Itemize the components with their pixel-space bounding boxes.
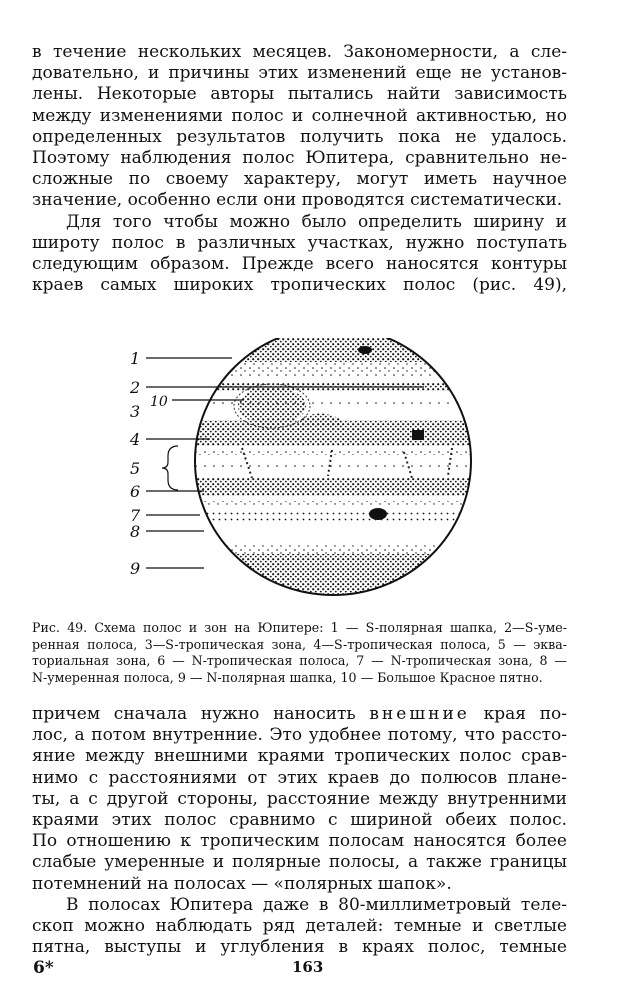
- n-polar-cap: [182, 554, 492, 608]
- text-line: потемнений на полосах — «полярных шапок».: [32, 873, 452, 894]
- label-8: 8: [130, 522, 141, 542]
- text-line: Для того чтобы можно было определить ширину и: [66, 211, 567, 232]
- planet-bands: [182, 338, 492, 608]
- label-10: 10: [150, 394, 168, 411]
- text-line: сложные по своему характеру, могут иметь научное: [32, 169, 567, 190]
- paragraph-4: [32, 895, 567, 959]
- text-line: В полосах Юпитера даже в 80-миллиметровый теле-: [66, 894, 567, 915]
- label-9: 9: [130, 559, 141, 579]
- label-4: 4: [130, 430, 141, 450]
- text-line: ты, а с другой стороны, расстояние между внутренними: [32, 788, 567, 809]
- emphasized-word: внешние: [369, 704, 470, 725]
- text-line: следующим образом. Прежде всего наносятся контуры: [32, 254, 567, 275]
- text-line: значение, особенно если они проводятся систематически.: [32, 190, 563, 211]
- text-line: яние между внешними краями тропических полос срав-: [32, 746, 567, 767]
- text-line: довательно, и причины этих изменений еще не установ-: [32, 63, 567, 84]
- page-number: 163: [292, 958, 324, 976]
- text-line: пятна, выступы и углубления в краях полос, темные: [32, 937, 567, 958]
- text-line: [32, 704, 567, 725]
- bracket: [162, 446, 178, 490]
- text-line: По отношению к тропическим полосам наносятся более: [32, 831, 567, 852]
- label-7: 7: [130, 506, 141, 526]
- great-red-spot: [238, 387, 306, 425]
- text-line: скоп можно наблюдать ряд деталей: темные и светлые: [32, 916, 567, 937]
- text-line: Поэтому наблюдения полос Юпитера, сравнительно не-: [32, 148, 567, 169]
- label-5: 5: [130, 459, 141, 479]
- paragraph-3: [32, 704, 567, 895]
- text-line: в течение нескольких месяцев. Закономерности, а сле-: [32, 42, 567, 62]
- dark-spot: [358, 346, 372, 354]
- n-tropical-band: [182, 478, 492, 496]
- n-temperate-band: [182, 510, 492, 522]
- text-line: определенных результатов получить пока не удалось.: [32, 126, 567, 147]
- paragraph-2: [32, 212, 567, 297]
- jupiter-bands-diagram: [32, 338, 567, 608]
- text-segment: причем сначала нужно наносить: [32, 704, 356, 725]
- signature-mark: 6*: [33, 958, 54, 978]
- figure-caption: [32, 620, 567, 686]
- text-line: слабые умеренные и полярные полосы, а также границы: [32, 852, 567, 873]
- text-line: широту полос в различных участках, нужно поступать: [32, 232, 567, 253]
- label-2: 2: [130, 378, 141, 398]
- label-3: 3: [130, 402, 141, 422]
- page-content: [32, 42, 567, 959]
- label-1: 1: [130, 349, 141, 369]
- text-line: краями этих полос сравнимо с шириной обеих полос.: [32, 810, 567, 831]
- text-segment: края по-: [483, 704, 567, 725]
- text-line: лены. Некоторые авторы пытались найти зависимость: [32, 84, 567, 105]
- paragraph-1: [32, 42, 567, 212]
- caption-line: ториальная зона, 6 — N-тропическая полоса, 7 — N-тропическая зона, 8 —: [32, 653, 567, 669]
- caption-line: Рис. 49. Схема полос и зон на Юпитере: 1 — S-полярная шапка, 2—S-уме-: [32, 620, 567, 636]
- caption-line: ренная полоса, 3—S-тропическая зона, 4—S-тропическая полоса, 5 — эква-: [32, 636, 567, 652]
- text-line: лос, а потом внутренние. Это удобнее потому, что рассто-: [32, 725, 567, 746]
- text-line: нимо с расстояниями от этих краев до полюсов плане-: [32, 767, 567, 788]
- caption-line: N-умеренная полоса, 9 — N-полярная шапка, 10 — Большое Красное пятно.: [32, 669, 543, 685]
- jupiter-figure: [32, 338, 567, 608]
- text-line: краев самых широких тропических полос (рис. 49),: [32, 275, 567, 296]
- text-line: между изменениями полос и солнечной активностью, но: [32, 105, 567, 126]
- label-6: 6: [130, 482, 141, 502]
